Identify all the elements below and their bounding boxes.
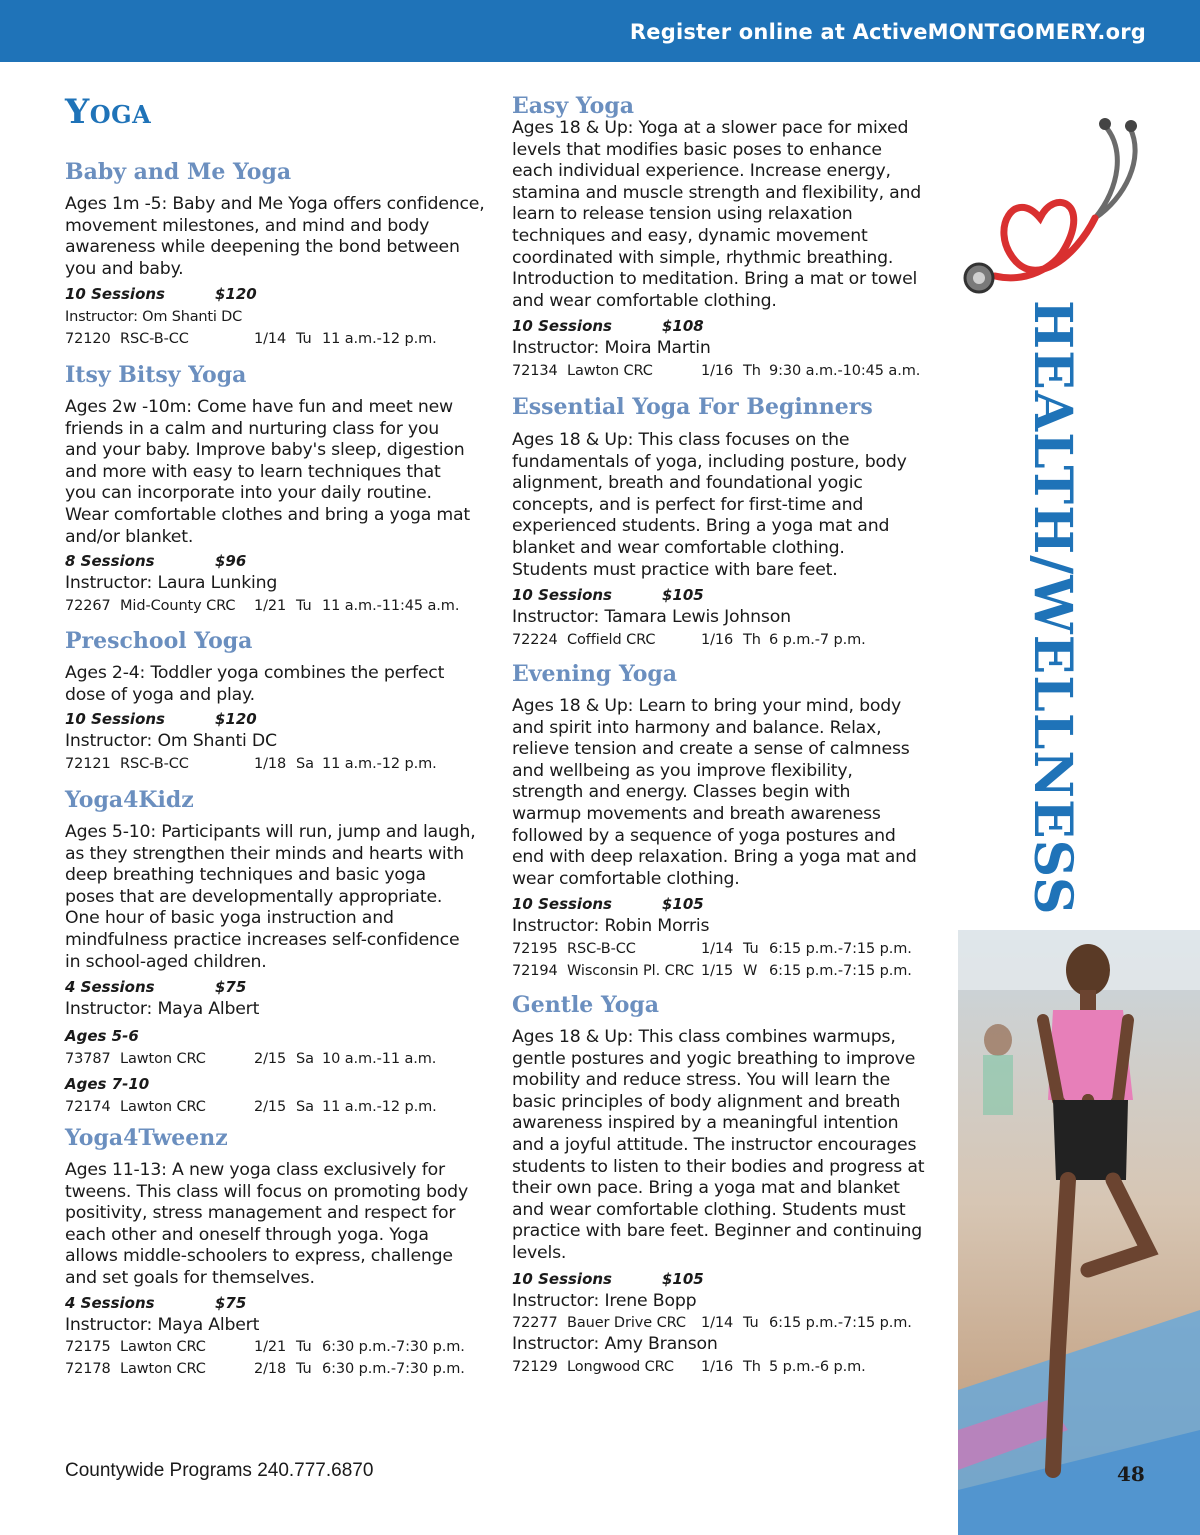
- course-fee: $75: [215, 1293, 247, 1312]
- course-fee: $105: [662, 895, 704, 914]
- course-title: Yoga4Tweenz: [65, 1125, 228, 1151]
- session-count: 10 Sessions: [65, 285, 165, 304]
- course-fee: $105: [662, 586, 704, 605]
- section-title: Yoga: [65, 92, 152, 132]
- schedule-row: 72134 Lawton CRC 1/16 Th 9:30 a.m.-10:45 a.m.: [512, 362, 921, 379]
- course-description: Ages 18 & Up: This class combines warmups, gentle postures and yogic breathing to improve mobility and reduce stress. You will learn the basic principles of body alignment and breath awareness inspired by a meaningful intention and a joyful attitude. The instructor encourages students to listen to their bodies and progress at their own pace. Bring a yoga mat and blanket and wear comfortable clothing. Students must practice with bare feet. Beginner and continuing levels.: [512, 1027, 925, 1263]
- course-instructor: Instructor: Robin Morris: [512, 916, 710, 937]
- course-description: Ages 18 & Up: Learn to bring your mind, body and spirit into harmony and balance. Relax, relieve tension and create a sense of calmness and wellbeing as you improve flexibility, strength and energy. Classes begin with warmup movements and breath awareness followed by a sequence of yoga postures and end with deep relaxation. Bring a yoga mat and wear comfortable clothing.: [512, 696, 917, 889]
- course-fee-line: [65, 708, 485, 731]
- course-description: Ages 2w -10m: Come have fun and meet new friends in a calm and nurturing class for you and your baby. Improve baby's sleep, digestion and more with easy to learn techniques that you can incorporate into your daily routine. Wear comfortable clothes and bring a yoga mat and/or blanket.: [65, 397, 470, 547]
- course-description: Ages 5-10: Participants will run, jump and laugh, as they strengthen their minds and hearts with deep breathing techniques and basic yoga poses that are developmentally appropriate. One hour of basic yoga instruction and mindfulness practice increases self-confidence in school-aged children.: [65, 822, 476, 972]
- course-easy-yoga: [512, 92, 942, 382]
- course-instructor: Instructor: Maya Albert: [65, 999, 260, 1020]
- course-fee-line: [65, 1292, 485, 1315]
- course-yoga4tweenz: [65, 1124, 485, 1380]
- schedule-row: 72178 Lawton CRC 2/18 Tu 6:30 p.m.-7:30 p.m.: [65, 1361, 465, 1378]
- course-title: Yoga4Kidz: [65, 787, 194, 813]
- schedule-row: 72175 Lawton CRC 1/21 Tu 6:30 p.m.-7:30 p.m.: [65, 1339, 465, 1356]
- session-count: 10 Sessions: [65, 710, 165, 729]
- course-gentle-yoga: [512, 991, 942, 1378]
- course-fee-line: [65, 283, 485, 306]
- session-count: 10 Sessions: [512, 317, 612, 336]
- course-instructor: Instructor: Moira Martin: [512, 338, 711, 359]
- schedule-row: 73787 Lawton CRC 2/15 Sa 10 a.m.-11 a.m.: [65, 1050, 437, 1067]
- course-fee-line: [512, 584, 942, 607]
- session-count: 8 Sessions: [65, 552, 155, 571]
- course-fee: $105: [662, 1269, 704, 1288]
- course-fee-line: [65, 550, 485, 573]
- course-instructor: Instructor: Tamara Lewis Johnson: [512, 607, 791, 628]
- course-fee: $96: [215, 552, 247, 571]
- course-itsy-bitsy-yoga: [65, 361, 485, 617]
- course-fee-line: [512, 893, 942, 916]
- footer-contact: Countywide Programs 240.777.6870: [65, 1460, 374, 1481]
- course-yoga4kidz: [65, 786, 485, 1118]
- schedule-row: 72194 Wisconsin Pl. CRC 1/15 W 6:15 p.m.-7:15 p.m.: [512, 962, 912, 979]
- schedule-row: 72224 Coffield CRC 1/16 Th 6 p.m.-7 p.m.: [512, 631, 866, 648]
- course-description: Ages 18 & Up: This class focuses on the fundamentals of yoga, including posture, body alignment, breath and foundational yogic concepts, and is perfect for first-time and experienced students. Bring a yoga mat and blanket and wear comfortable clothing. Students must practice with bare feet.: [512, 430, 907, 580]
- course-preschool-yoga: [65, 627, 485, 775]
- session-count: 10 Sessions: [512, 1269, 612, 1288]
- schedule-row: 72121 RSC-B-CC 1/18 Sa 11 a.m.-12 p.m.: [65, 755, 437, 772]
- course-fee-line: [512, 315, 942, 338]
- course-title: Essential Yoga For Beginners: [512, 394, 873, 420]
- schedule-row: 72277 Bauer Drive CRC 1/14 Tu 6:15 p.m.-7:15 p.m.: [512, 1315, 912, 1332]
- register-link[interactable]: Register online at ActiveMONTGOMERY.org: [629, 20, 1146, 44]
- course-fee: $108: [662, 317, 704, 336]
- course-instructor: Instructor: Irene Bopp: [512, 1290, 697, 1311]
- course-instructor: Instructor: Laura Lunking: [65, 573, 278, 594]
- course-essential-yoga-for-beginners: [512, 393, 942, 651]
- session-count: 4 Sessions: [65, 978, 155, 997]
- course-description: Ages 2-4: Toddler yoga combines the perfect dose of yoga and play.: [65, 663, 445, 705]
- course-instructor: Instructor: Om Shanti DC: [65, 731, 277, 752]
- session-count: 4 Sessions: [65, 1293, 155, 1312]
- course-instructor: Instructor: Om Shanti DC: [65, 309, 243, 326]
- course-instructor: Instructor: Maya Albert: [65, 1314, 260, 1335]
- schedule-row: 72174 Lawton CRC 2/15 Sa 11 a.m.-12 p.m.: [65, 1098, 437, 1115]
- header-bar: [0, 0, 1200, 62]
- course-title: Baby and Me Yoga: [65, 159, 292, 185]
- session-count: 10 Sessions: [512, 586, 612, 605]
- course-instructor: Instructor: Amy Branson: [512, 1334, 718, 1355]
- age-group-label: Ages 7-10: [65, 1074, 150, 1093]
- course-fee: $120: [215, 285, 257, 304]
- course-title: Easy Yoga: [512, 93, 634, 119]
- schedule-row: 72267 Mid-County CRC 1/21 Tu 11 a.m.-11:45 a.m.: [65, 597, 460, 614]
- schedule-row: 72195 RSC-B-CC 1/14 Tu 6:15 p.m.-7:15 p.m.: [512, 940, 912, 957]
- course-title: Itsy Bitsy Yoga: [65, 362, 247, 388]
- yoga-woman-photo: [958, 930, 1200, 1535]
- course-description: Ages 18 & Up: Yoga at a slower pace for mixed levels that modifies basic poses to enhance each individual experience. Increase energy, stamina and muscle strength and flexibility, and learn to release tension using relaxation techniques and easy, dynamic movement coordinated with simple, rhythmic breathing. Introduction to meditation. Bring a mat or towel and wear comfortable clothing.: [512, 118, 922, 311]
- course-description: Ages 1m -5: Baby and Me Yoga offers confidence, movement milestones, and mind and body awareness while deepening the bond between you and baby.: [65, 194, 485, 279]
- course-fee: $120: [215, 710, 257, 729]
- course-title: Preschool Yoga: [65, 628, 253, 654]
- schedule-row: 72129 Longwood CRC 1/16 Th 5 p.m.-6 p.m.: [512, 1358, 866, 1375]
- course-fee-line: [65, 976, 485, 999]
- course-baby-and-me-yoga: [65, 158, 485, 350]
- schedule-row: 72120 RSC-B-CC 1/14 Tu 11 a.m.-12 p.m.: [65, 331, 437, 348]
- course-description: Ages 11-13: A new yoga class exclusively for tweens. This class will focus on promoting body positivity, stress management and respect for each other and oneself through yoga. Yoga allows middle-schoolers to express, challenge and set goals for themselves.: [65, 1160, 468, 1288]
- age-group-label: Ages 5-6: [65, 1026, 139, 1045]
- course-fee-line: [512, 1268, 942, 1291]
- page-number: 48: [1117, 1462, 1145, 1486]
- course-title: Gentle Yoga: [512, 992, 660, 1018]
- stethoscope-icon: [955, 108, 1155, 308]
- side-category-label: HEALTH/WELLNESS: [1022, 300, 1083, 916]
- course-fee: $75: [215, 978, 247, 997]
- course-title: Evening Yoga: [512, 661, 678, 687]
- course-evening-yoga: [512, 660, 942, 982]
- session-count: 10 Sessions: [512, 895, 612, 914]
